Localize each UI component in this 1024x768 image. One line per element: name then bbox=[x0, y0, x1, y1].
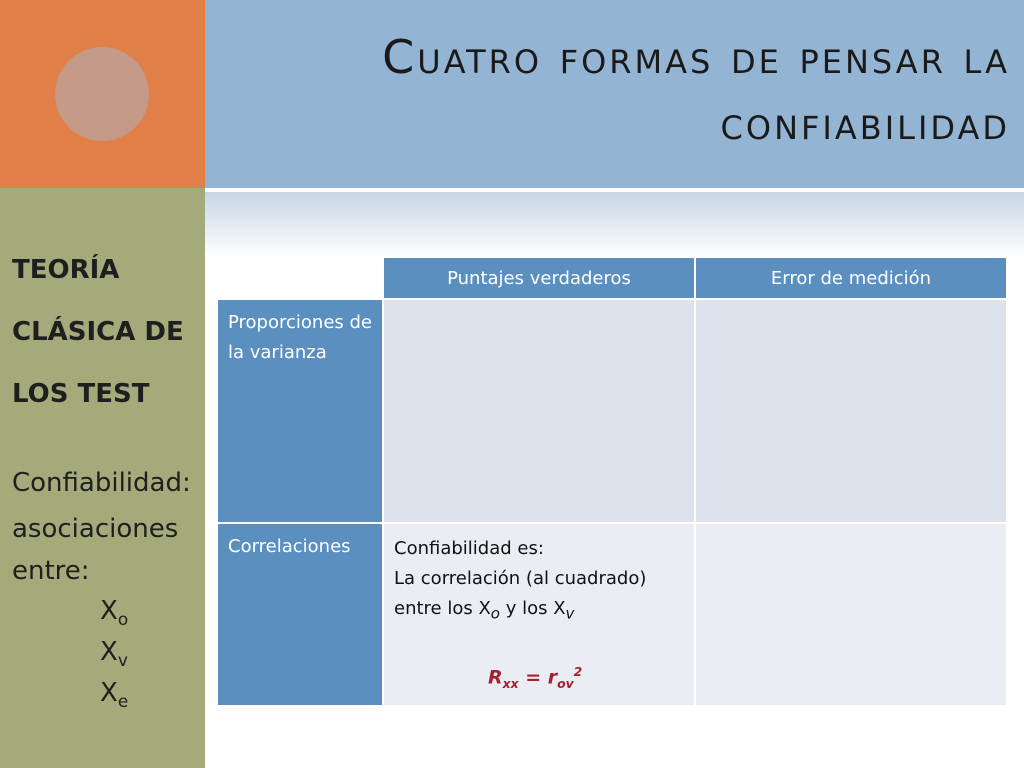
cell-correlation-true-scores bbox=[383, 523, 695, 706]
sidebar-line-confiabilidad: Confiabilidad: bbox=[12, 468, 191, 498]
sidebar-line-entre: entre: bbox=[12, 556, 90, 586]
reliability-definition-line2: La correlación (al cuadrado) bbox=[394, 568, 647, 589]
slide-title-line2: confiabilidad bbox=[720, 96, 1010, 150]
column-header-true-scores: Puntajes verdaderos bbox=[383, 257, 695, 299]
cell-variance-true-scores bbox=[383, 299, 695, 523]
reliability-table bbox=[216, 256, 1008, 707]
column-header-measurement-error: Error de medición bbox=[695, 257, 1007, 299]
cell-correlation-error bbox=[695, 523, 1007, 706]
sidebar-line-clasica: CLÁSICA DE bbox=[12, 317, 184, 347]
sidebar-line-teoria: TEORÍA bbox=[12, 255, 120, 285]
variable-xo: $X_o$ bbox=[100, 596, 129, 629]
sidebar-line-asociaciones: asociaciones bbox=[12, 514, 179, 544]
reliability-definition-line3: entre los $X_o$ y los $X_v$ bbox=[394, 598, 575, 623]
sidebar-line-test: LOS TEST bbox=[12, 379, 150, 409]
row-header-correlations: Correlaciones bbox=[217, 523, 383, 706]
gradient-band bbox=[205, 192, 1024, 258]
title-bar bbox=[205, 0, 1024, 188]
slide-title-line1: Cuatro formas de pensar la bbox=[382, 30, 1010, 84]
corner-accent-block bbox=[0, 0, 205, 188]
cell-variance-error bbox=[695, 299, 1007, 523]
variable-xv: $X_v$ bbox=[100, 637, 128, 670]
reliability-definition-line1: Confiabilidad es: bbox=[394, 538, 544, 559]
variable-xe: $X_e$ bbox=[100, 678, 129, 711]
decorative-circle bbox=[55, 47, 149, 141]
table-corner-cell bbox=[217, 257, 383, 299]
reliability-formula: $R_{xx} = r_{ov}^2$ bbox=[488, 664, 583, 691]
slide-title bbox=[250, 24, 1010, 156]
row-header-variance-proportions: Proporciones de la varianza bbox=[217, 299, 383, 523]
